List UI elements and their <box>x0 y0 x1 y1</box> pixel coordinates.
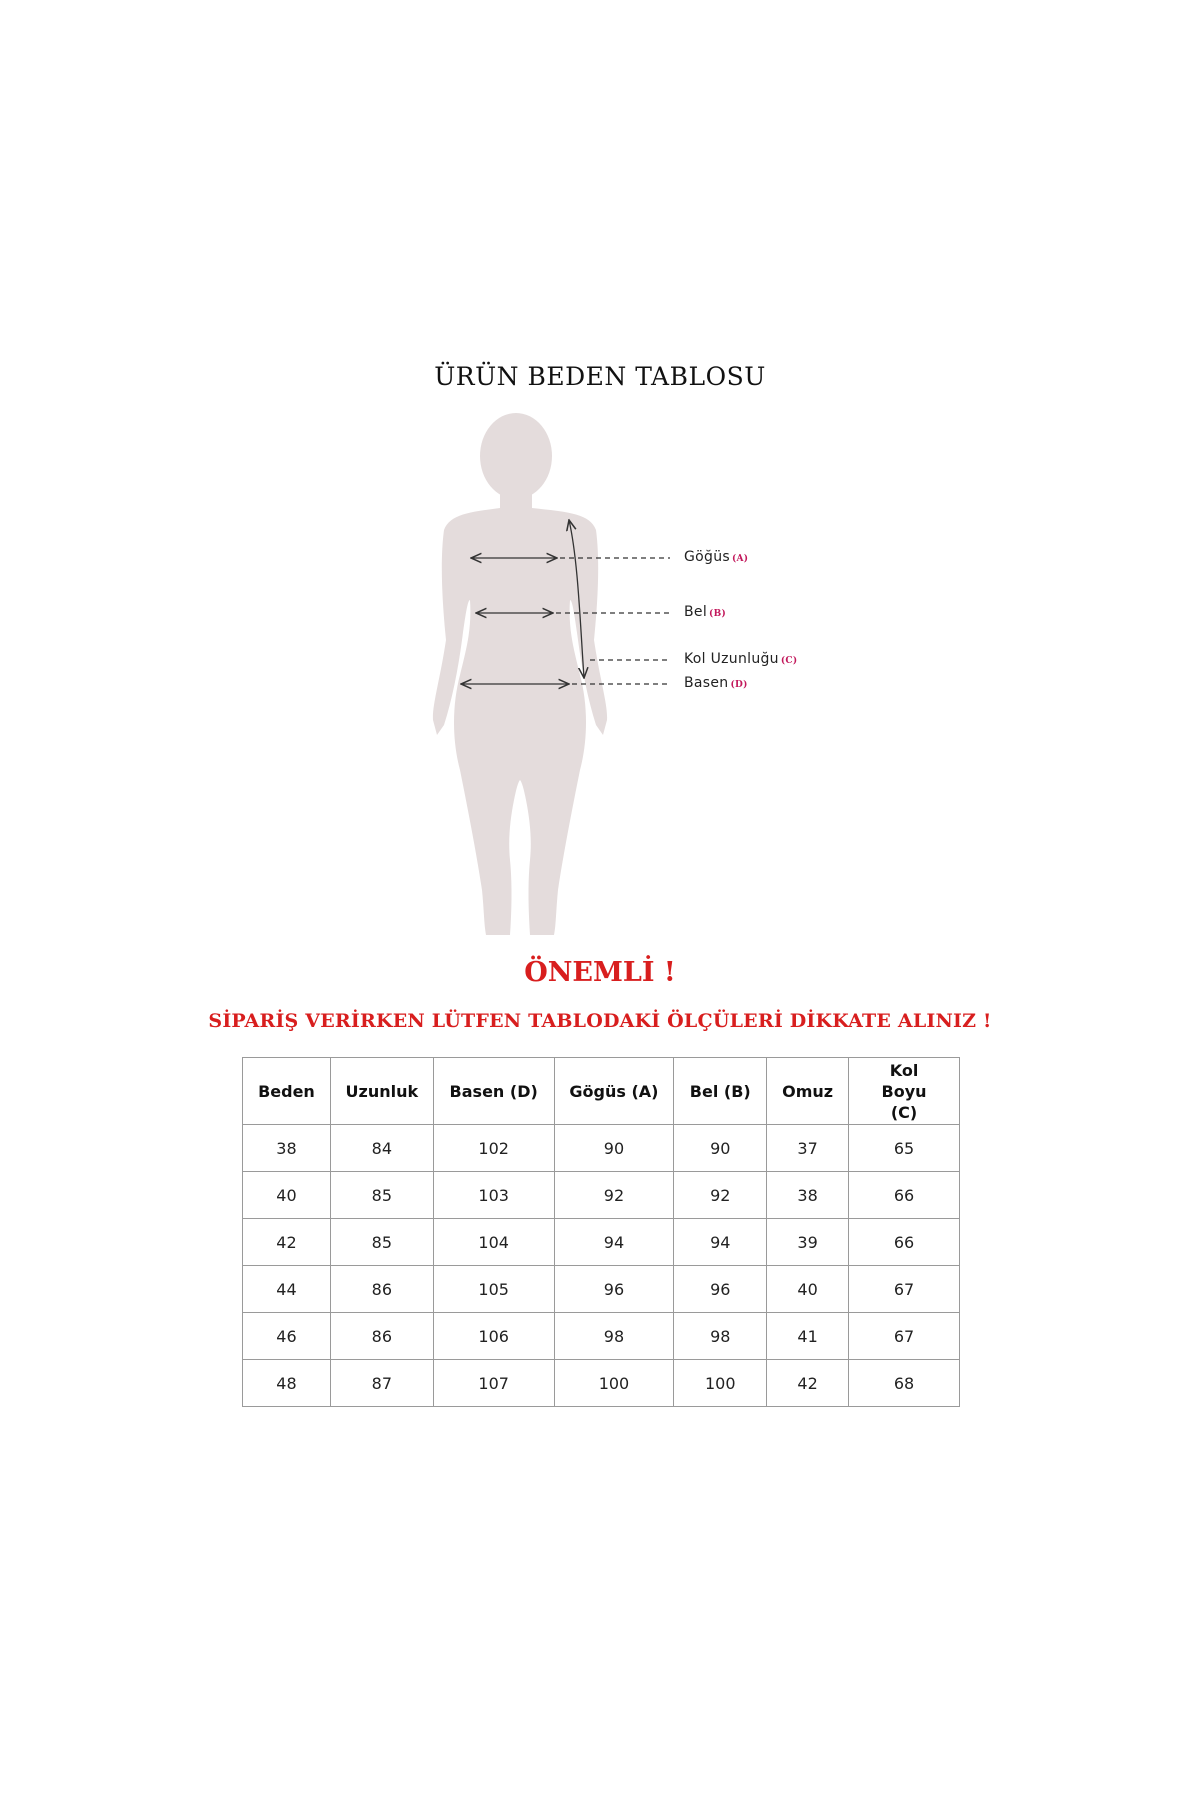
table-cell: 104 <box>433 1219 554 1266</box>
table-cell: 40 <box>767 1266 849 1313</box>
table-cell: 42 <box>243 1219 331 1266</box>
table-cell: 92 <box>674 1172 767 1219</box>
header-beden: Beden <box>243 1058 331 1125</box>
table-cell: 98 <box>674 1313 767 1360</box>
table-cell: 90 <box>554 1125 674 1172</box>
table-cell: 90 <box>674 1125 767 1172</box>
important-heading: ÖNEMLİ ! <box>524 957 676 988</box>
table-cell: 100 <box>674 1360 767 1407</box>
waist-label <box>684 604 726 620</box>
sleeve-label-letter: (C) <box>780 656 798 666</box>
header-omuz: Omuz <box>767 1058 849 1125</box>
chest-label-text: Göğüs <box>684 549 730 565</box>
chest-label <box>684 549 748 565</box>
table-cell: 44 <box>243 1266 331 1313</box>
table-row <box>243 1313 960 1360</box>
table-cell: 102 <box>433 1125 554 1172</box>
chest-label-letter: (A) <box>731 554 749 564</box>
table-cell: 66 <box>849 1219 960 1266</box>
table-cell: 96 <box>554 1266 674 1313</box>
waist-label-letter: (B) <box>709 609 727 619</box>
table-cell: 106 <box>433 1313 554 1360</box>
table-row <box>243 1125 960 1172</box>
page-title: ÜRÜN BEDEN TABLOSU <box>434 362 766 391</box>
table-cell: 107 <box>433 1360 554 1407</box>
table-cell: 38 <box>243 1125 331 1172</box>
table-cell: 85 <box>330 1219 433 1266</box>
table-cell: 37 <box>767 1125 849 1172</box>
table-cell: 87 <box>330 1360 433 1407</box>
table-cell: 94 <box>674 1219 767 1266</box>
table-cell: 40 <box>243 1172 331 1219</box>
table-row <box>243 1266 960 1313</box>
table-row <box>243 1172 960 1219</box>
table-cell: 98 <box>554 1313 674 1360</box>
header-kol-boyu: Kol Boyu (C) <box>849 1058 960 1125</box>
order-notice: SİPARİŞ VERİRKEN LÜTFEN TABLODAKİ ÖLÇÜLERİ DİKKATE ALINIZ ! <box>208 1010 992 1032</box>
table-cell: 86 <box>330 1313 433 1360</box>
table-cell: 42 <box>767 1360 849 1407</box>
silhouette-icon <box>433 413 607 935</box>
table-cell: 67 <box>849 1266 960 1313</box>
table-row <box>243 1219 960 1266</box>
waist-label-text: Bel <box>684 604 708 620</box>
header-basen: Basen (D) <box>433 1058 554 1125</box>
table-cell: 85 <box>330 1172 433 1219</box>
table-header-row <box>243 1058 960 1125</box>
table-cell: 39 <box>767 1219 849 1266</box>
table-cell: 65 <box>849 1125 960 1172</box>
hip-label-letter: (D) <box>730 680 748 690</box>
table-cell: 103 <box>433 1172 554 1219</box>
size-chart-table <box>242 1057 960 1407</box>
table-cell: 68 <box>849 1360 960 1407</box>
table-cell: 41 <box>767 1313 849 1360</box>
table-cell: 46 <box>243 1313 331 1360</box>
table-cell: 84 <box>330 1125 433 1172</box>
table-cell: 92 <box>554 1172 674 1219</box>
table-cell: 105 <box>433 1266 554 1313</box>
hip-label <box>684 675 748 691</box>
sleeve-label <box>684 651 797 667</box>
hip-label-text: Basen <box>684 675 729 691</box>
header-gogus: Gögüs (A) <box>554 1058 674 1125</box>
table-cell: 67 <box>849 1313 960 1360</box>
table-cell: 94 <box>554 1219 674 1266</box>
table-cell: 48 <box>243 1360 331 1407</box>
table-cell: 38 <box>767 1172 849 1219</box>
header-bel: Bel (B) <box>674 1058 767 1125</box>
sleeve-label-text: Kol Uzunluğu <box>684 651 779 667</box>
table-cell: 66 <box>849 1172 960 1219</box>
table-cell: 100 <box>554 1360 674 1407</box>
table-cell: 96 <box>674 1266 767 1313</box>
table-row <box>243 1360 960 1407</box>
table-cell: 86 <box>330 1266 433 1313</box>
header-uzunluk: Uzunluk <box>330 1058 433 1125</box>
